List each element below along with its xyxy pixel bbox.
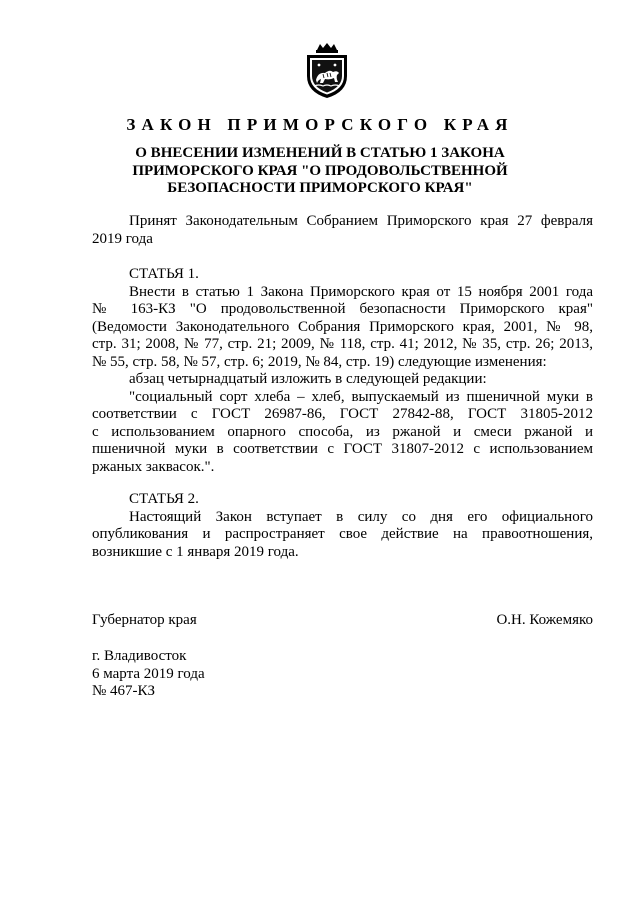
article-line: "социальный сорт хлеба – хлеб, выпускаемый из пшеничной муки в [129,388,593,405]
article-line: опубликования и распространяет свое действие на правоотношения, [92,526,593,542]
article-line: № 163-КЗ "О продовольственной безопасности Приморского края" [92,301,593,317]
article-line: № 55, стр. 58, № 57, стр. 6; 2019, № 84, стр. 19) следующие изменения: [92,353,547,370]
signatory-name: О.Н. Кожемяко [496,612,593,628]
article-2 [92,491,593,561]
article-line: возникшие с 1 января 2019 года. [92,543,299,560]
signatory-position: Губернатор края [92,612,197,628]
place-date-number [92,648,205,701]
article-line: абзац четырнадцатый изложить в следующей редакции: [129,371,487,387]
article-1 [92,266,593,476]
adoption-line: Принят Законодательным Собранием Приморского края 27 февраля [129,213,593,229]
date: 6 марта 2019 года [92,665,205,682]
article-line: стр. 31; 2008, № 77, стр. 21; 2009, № 118, стр. 41; 2012, № 35, стр. 26; 2013, [92,336,593,352]
subtitle-line: БЕЗОПАСНОСТИ ПРИМОРСКОГО КРАЯ" [167,180,473,196]
subtitle-line: ПРИМОРСКОГО КРАЯ "О ПРОДОВОЛЬСТВЕННОЙ [132,162,508,179]
law-number: № 467-КЗ [92,683,156,699]
law-subtitle [0,145,640,198]
article-heading: СТАТЬЯ 1. [129,266,199,282]
article-line: пшеничной муки в соответствии с ГОСТ 31807-2012 с использованием [92,441,593,457]
article-line: (Ведомости Законодательного Собрания Приморского края, 2001, № 98, [92,318,593,335]
signature-block [92,612,593,630]
coat-of-arms-icon [303,42,351,100]
subtitle-line: О ВНЕСЕНИИ ИЗМЕНЕНИЙ В СТАТЬЮ 1 ЗАКОНА [135,145,505,161]
adoption-note [92,213,593,248]
article-line: Настоящий Закон вступает в силу со дня его официального [129,508,593,525]
article-line: ржаных заквасок.". [92,458,215,475]
article-line: соответствии с ГОСТ 26987-86, ГОСТ 27842-88, ГОСТ 31805-2012 [92,406,593,422]
article-line: с использованием опарного способа, из ржаной и смеси ржаной и [92,423,593,440]
city: г. Владивосток [92,648,187,664]
article-line: Внести в статью 1 Закона Приморского края от 15 ноября 2001 года [129,283,593,300]
law-title: ЗАКОН ПРИМОРСКОГО КРАЯ [126,115,514,134]
adoption-line: 2019 года [92,230,153,247]
article-heading: СТАТЬЯ 2. [129,491,199,507]
